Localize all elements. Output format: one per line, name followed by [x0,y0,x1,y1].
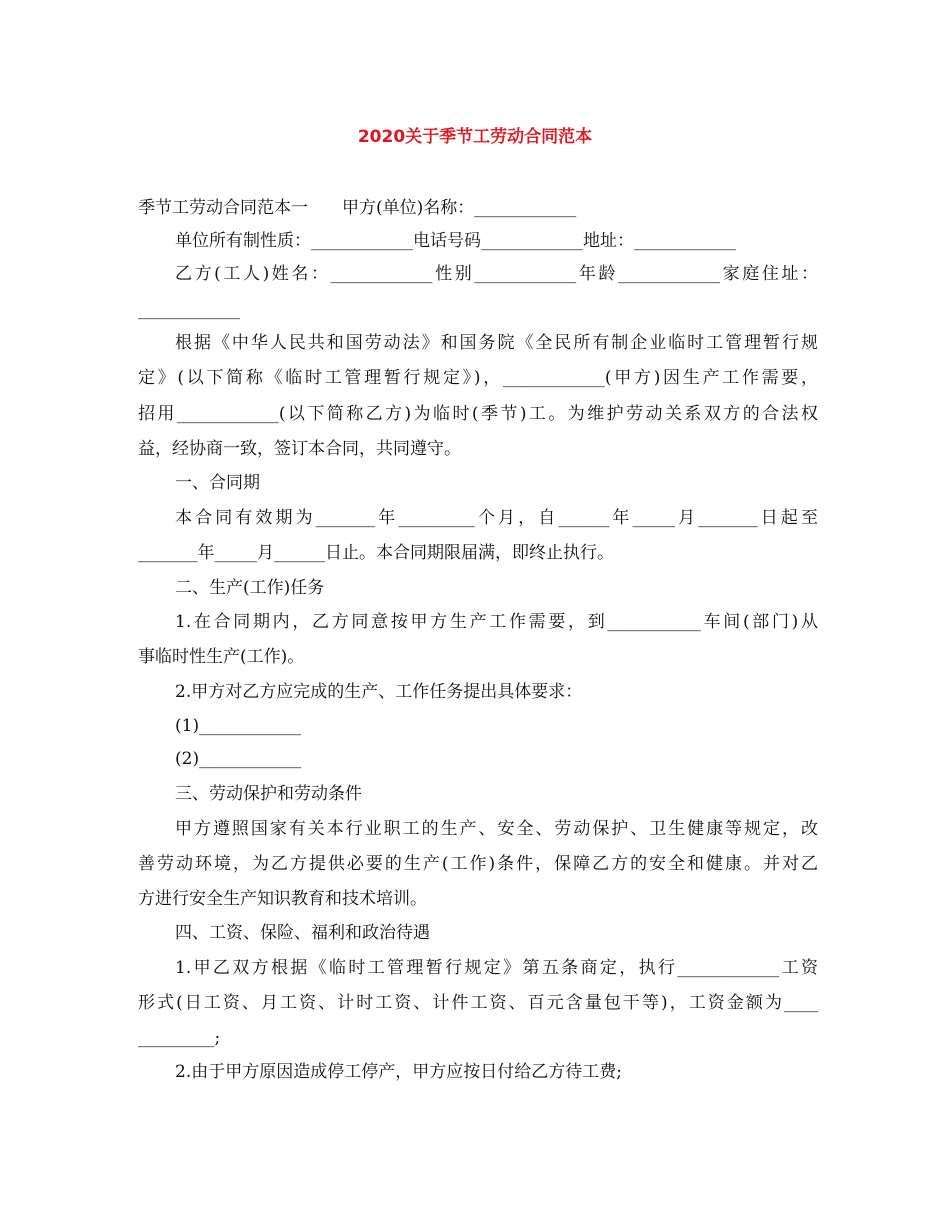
text-line: 乙方(工人)姓名：____________性别____________年龄____________家庭住址： [175,264,818,284]
text-line: 本合同有效期为_______年_________个月，自______年_____月_______日起至 [175,508,818,528]
text-line: 形式(日工资、月工资、计时工资、计件工资、百元含量包干等)，工资金额为____ [138,993,818,1013]
text-line: 益，经协商一致，签订本合同，共同遵守。 [138,439,461,459]
text-line: 2.由于甲方原因造成停工停产，甲方应按日付给乙方待工费; [175,1062,622,1082]
text-line: _______年_____月______日止。本合同期限届满，即终止执行。 [138,543,614,563]
text-line: 1.甲乙双方根据《临时工管理暂行规定》第五条商定，执行____________工资 [175,958,818,978]
text-line: 招用____________(以下简称乙方)为临时(季节)工。为维护劳动关系双方的合法权 [138,404,818,424]
text-line: (2)____________ [175,749,302,769]
document-title: 2020关于季节工劳动合同范本 [357,127,593,147]
text-line: 定》(以下简称《临时工管理暂行规定》)，____________(甲方)因生产工作需要， [138,368,818,388]
text-line: 事临时性生产(工作)。 [138,647,305,667]
section-heading: 四、工资、保险、福利和政治待遇 [175,923,430,943]
text-line: 2.甲方对乙方应完成的生产、工作任务提出具体要求： [175,682,583,702]
text-line: 方进行安全生产知识教育和技术培训。 [138,889,427,909]
text-line: 根据《中华人民共和国劳动法》和国务院《全民所有制企业临时工管理暂行规 [175,333,818,353]
text-line: 1.在合同期内，乙方同意按甲方生产工作需要，到___________车间(部门)从 [175,612,818,632]
section-heading: 三、劳动保护和劳动条件 [175,784,362,804]
section-heading: 一、合同期 [175,473,260,493]
text-line: 季节工劳动合同范本一 甲方(单位)名称：____________ [138,198,577,218]
text-line: 甲方遵照国家有关本行业职工的生产、安全、劳动保护、卫生健康等规定，改 [175,819,818,839]
section-heading: 二、生产(工作)任务 [175,578,325,598]
text-line: (1)____________ [175,716,302,736]
text-line: 单位所有制性质：____________电话号码____________地址：____________ [175,231,736,251]
text-line: 善劳动环境，为乙方提供必要的生产(工作)条件，保障乙方的安全和健康。并对乙 [138,854,818,874]
text-line: _________; [138,1028,221,1048]
text-line: ____________ [138,300,240,320]
